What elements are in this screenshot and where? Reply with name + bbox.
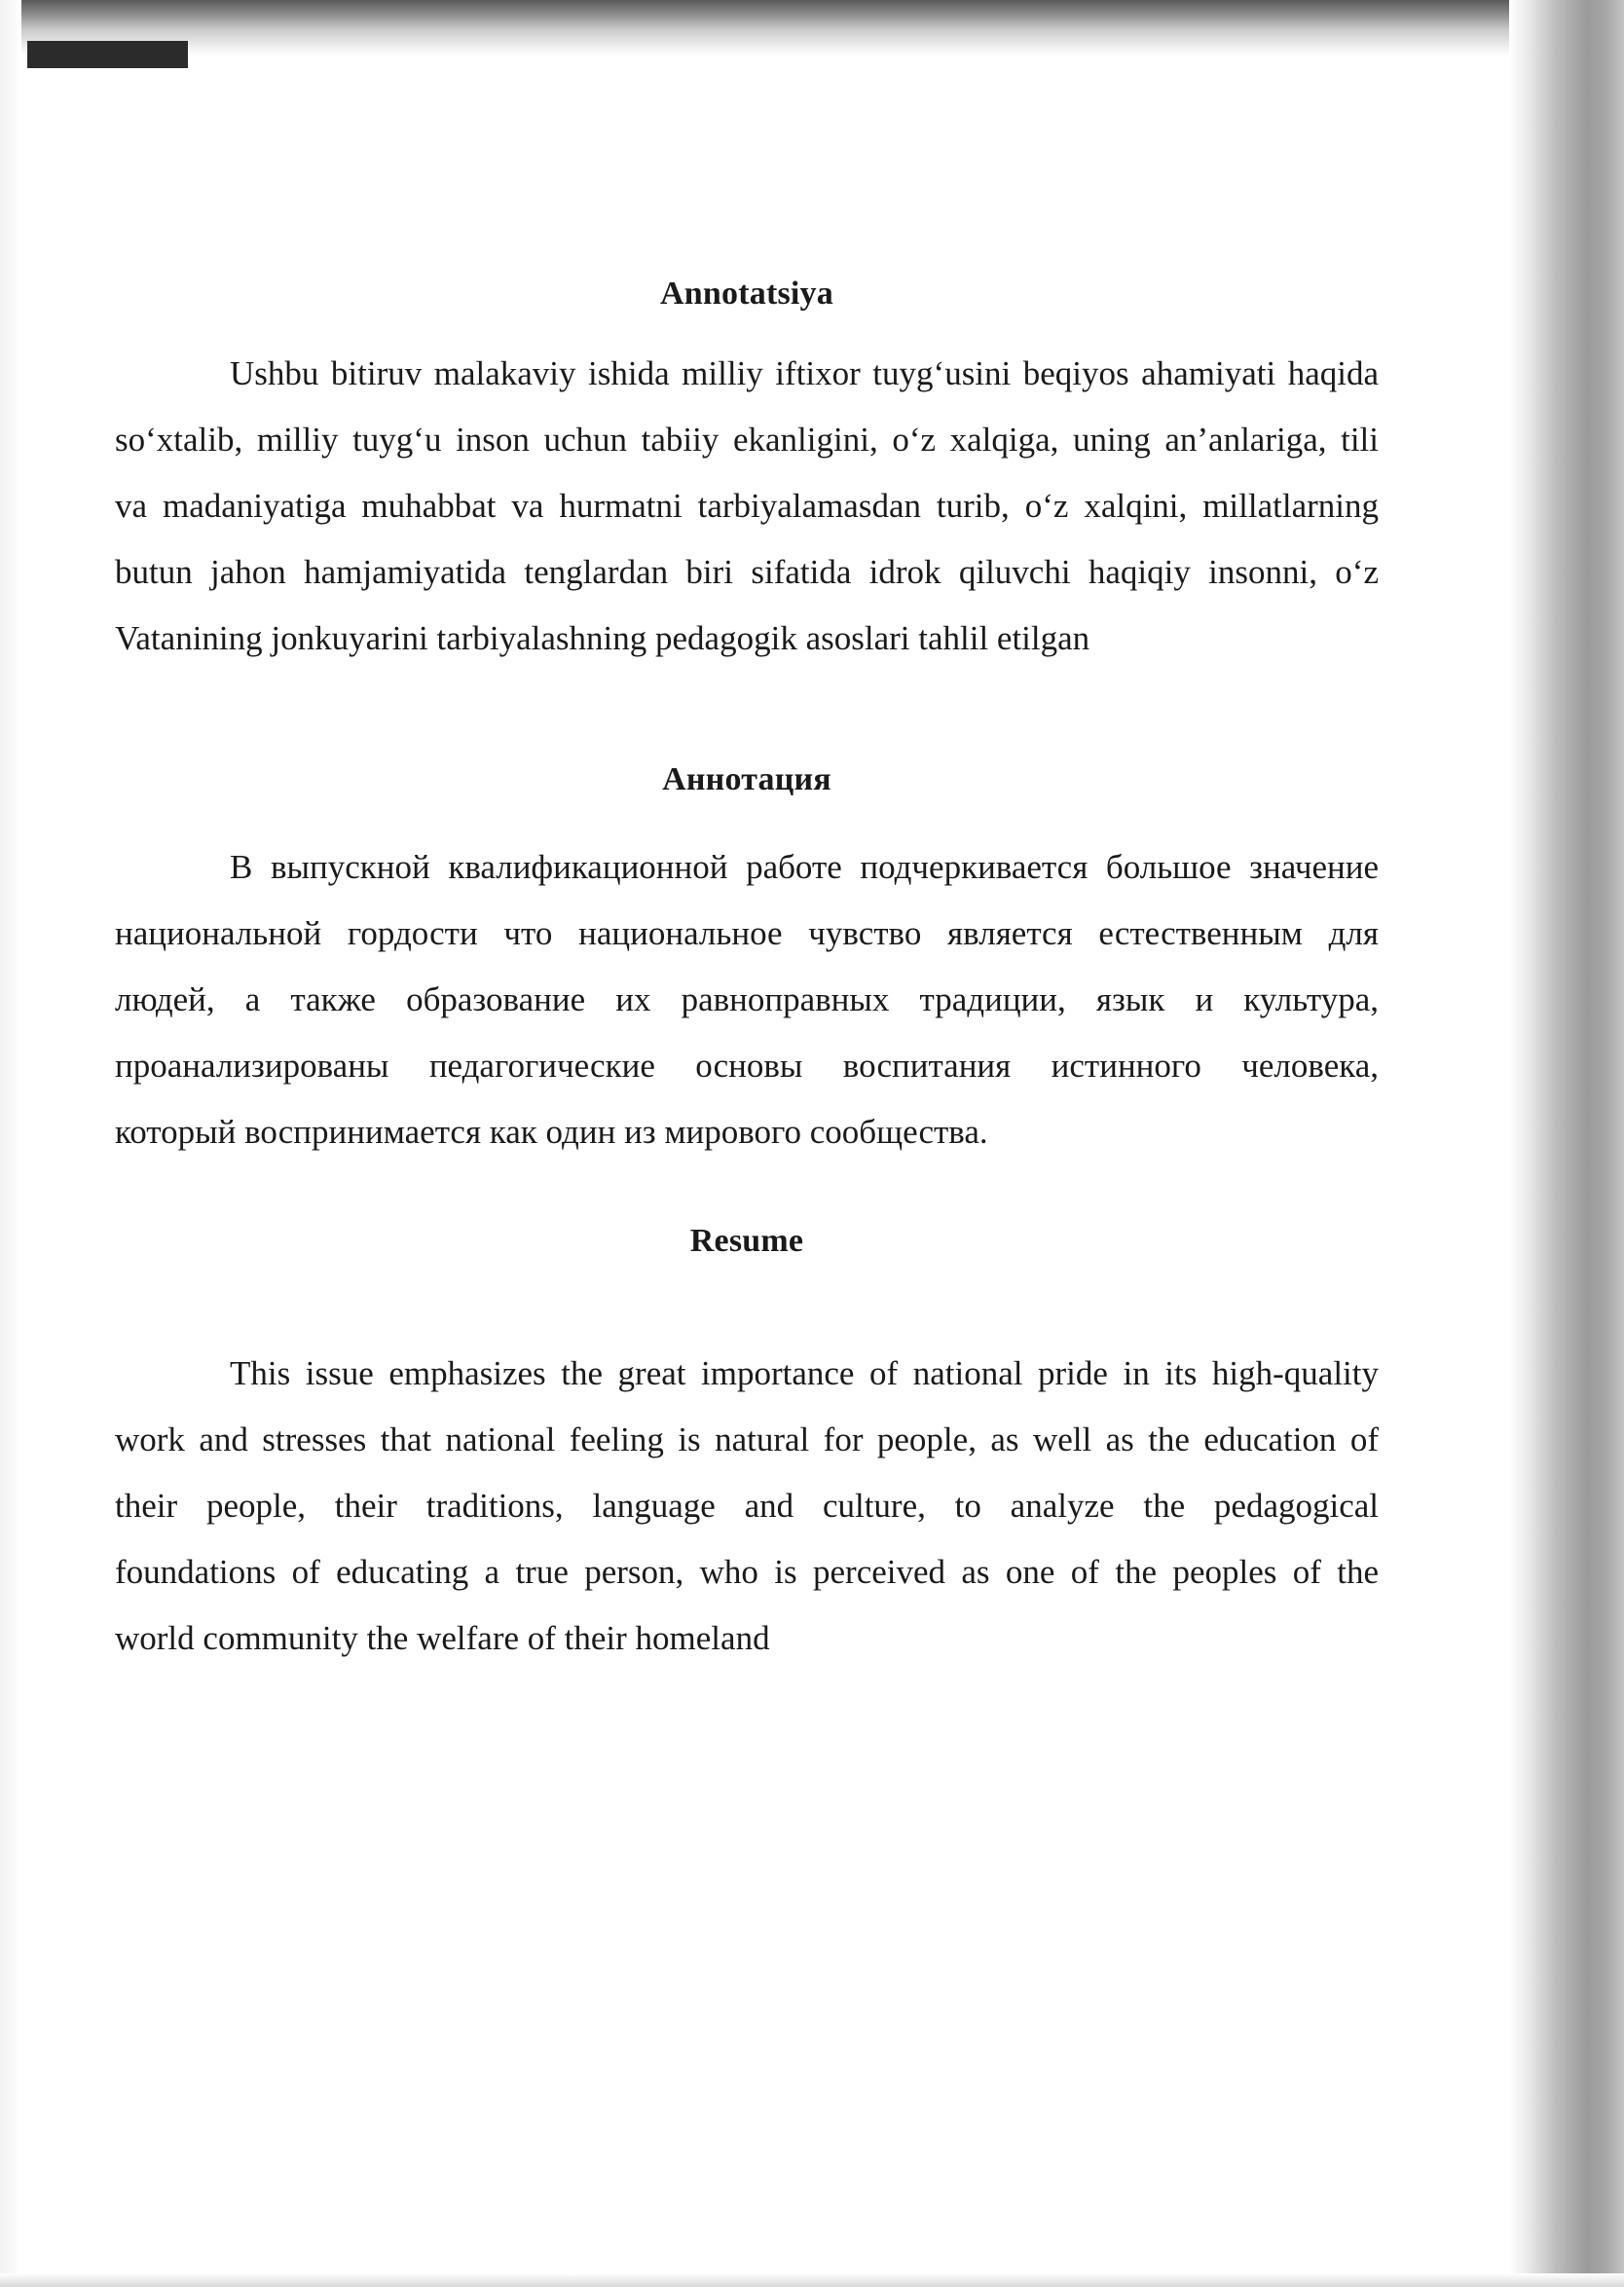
scan-corner-mark — [27, 41, 188, 68]
scan-bottom-edge — [0, 2273, 1624, 2287]
paragraph-line: Vatanining jonkuyarini tarbiyalashning pedagogik asoslari tahlil etilgan — [115, 619, 1090, 657]
paragraph-line: va madaniyatiga muhabbat va hurmatni tarbiyalamasdan turib, o‘z xalqini, millatlarning — [115, 487, 1379, 525]
annotation-uz-heading: Annotatsiya — [660, 276, 833, 312]
paragraph-line: their people, their traditions, language and culture, to analyze the pedagogical — [115, 1487, 1379, 1525]
paragraph-line: world community the welfare of their homeland — [115, 1619, 770, 1657]
scan-left-edge — [0, 0, 21, 2287]
paragraph-line: Ushbu bitiruv malakaviy ishida milliy iftixor tuyg‘usini beqiyos ahamiyati haqida — [230, 354, 1379, 392]
scan-top-edge — [0, 0, 1624, 56]
resume-heading: Resume — [689, 1223, 804, 1259]
paragraph-line: butun jahon hamjamiyatida tenglardan biri sifatida idrok qiluvchi haqiqiy insonni, o‘z — [115, 553, 1379, 591]
paragraph-line: проанализированы педагогические основы воспитания истинного человека, — [115, 1047, 1379, 1085]
annotation-uz-body — [115, 341, 1379, 672]
paragraph-line: В выпускной квалификационной работе подчеркивается большое значение — [230, 848, 1379, 886]
paragraph-line: so‘xtalib, milliy tuyg‘u inson uchun tabiiy ekanligini, o‘z xalqiga, uning an’anlariga, tili — [115, 421, 1379, 459]
paragraph-line: work and stresses that national feeling is natural for people, as well as the education of — [115, 1420, 1379, 1458]
paragraph-line: национальной гордости что национальное чувство является естественным для — [115, 914, 1379, 952]
annotation-ru-heading: Аннотация — [662, 761, 831, 797]
annotation-ru-body — [115, 834, 1379, 1165]
paragraph-line: This issue emphasizes the great importance of national pride in its high-quality — [230, 1354, 1379, 1392]
resume-body — [115, 1341, 1379, 1672]
paragraph-line: foundations of educating a true person, who is perceived as one of the peoples of the — [115, 1553, 1379, 1591]
paragraph-line: людей, а также образование их равноправных традиции, язык и культура, — [115, 980, 1379, 1018]
scan-right-edge — [1509, 0, 1624, 2287]
paragraph-line: который воспринимается как один из мирового сообщества. — [115, 1113, 988, 1151]
